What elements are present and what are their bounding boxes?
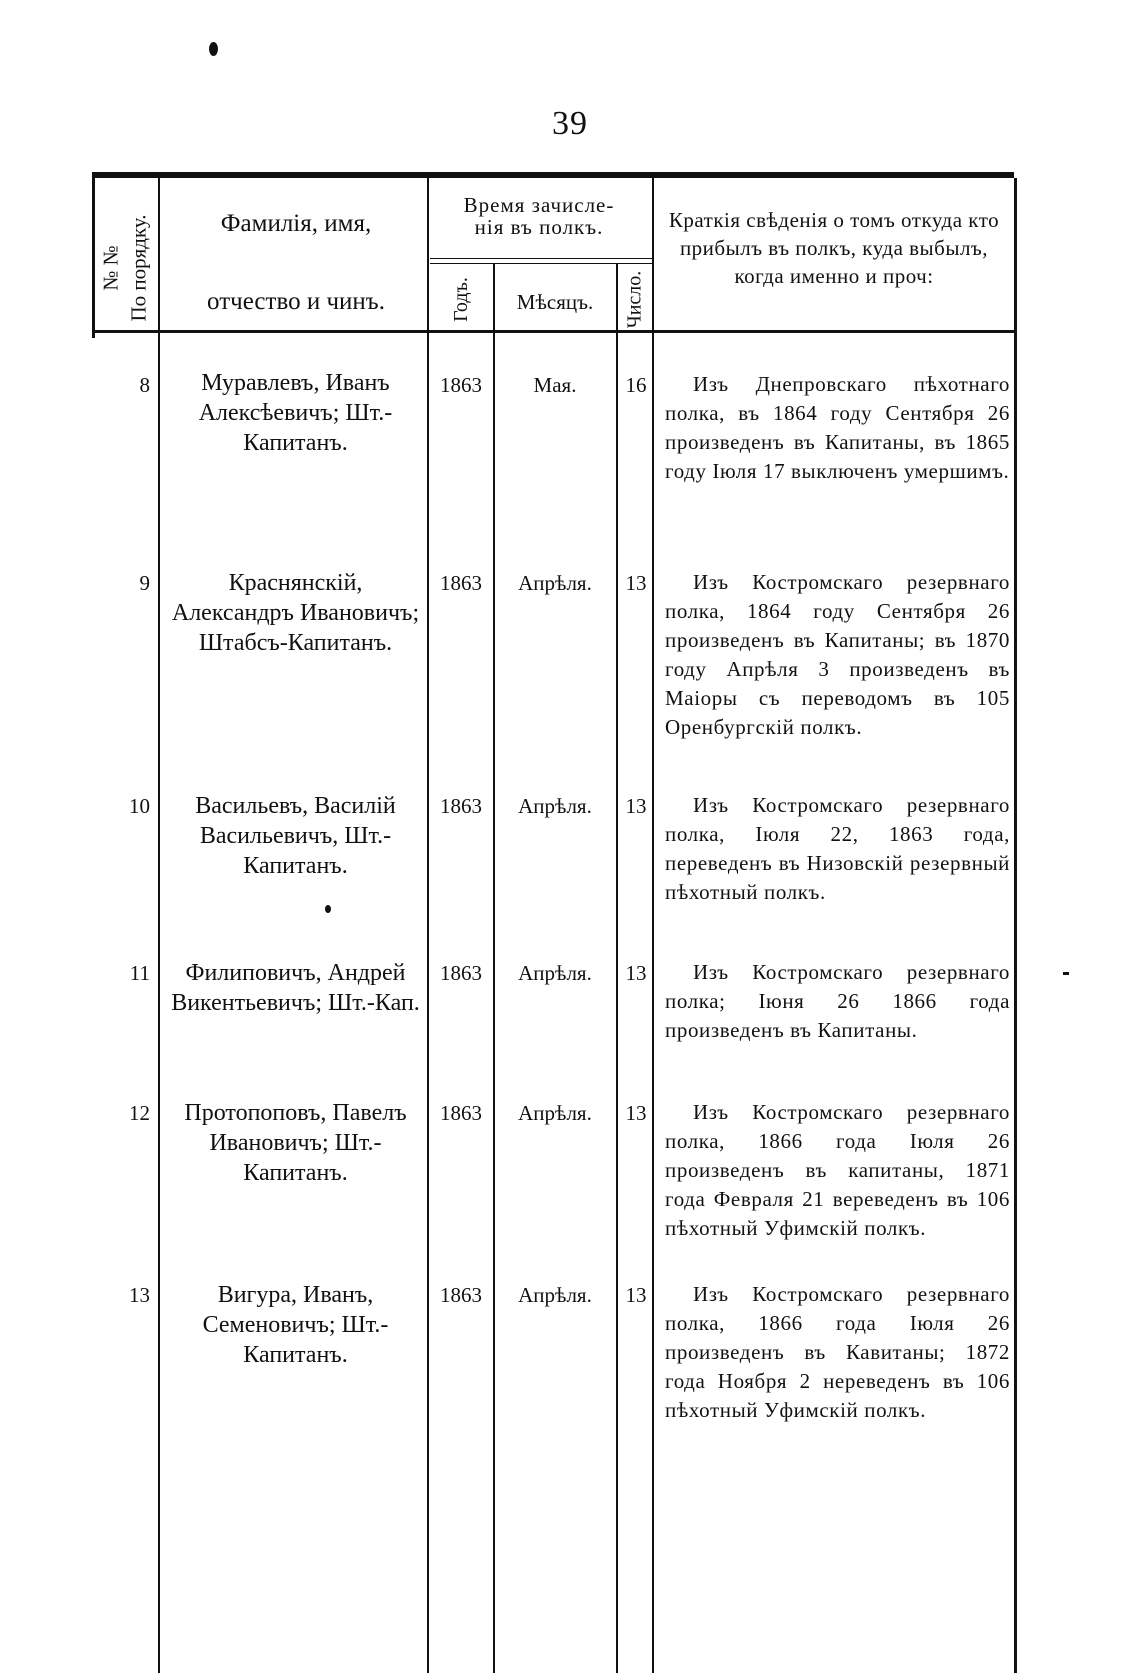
row-info: Изъ Днепровскаго пѣхотнаго полка, въ 1864 году Сентября 26 произведенъ въ Капитаны, въ 1865 году Іюля 17 выключенъ умершимъ.: [665, 372, 1010, 483]
header-number-column: [95, 185, 155, 350]
ink-mark: [1063, 972, 1069, 975]
header-number-label: № № По порядку.: [99, 213, 151, 322]
row-info: Изъ Костромскаго резервнаго полка; Іюня 26 1866 года произведенъ въ Капитаны.: [665, 960, 1010, 1042]
row-month: Апрѣля.: [518, 1283, 592, 1307]
row-year: 1863: [440, 1101, 482, 1125]
row-day: 16: [625, 373, 647, 397]
row-number: 13: [129, 1283, 150, 1307]
row-year: 1863: [440, 961, 482, 985]
table-right-border: [1014, 178, 1017, 1673]
row-year: 1863: [440, 571, 482, 595]
page-number: 39: [552, 105, 588, 142]
row-year: 1863: [440, 1283, 482, 1307]
row-name: Муравлевъ, Иванъ Алексѣевичъ; Шт.-Капитанъ.: [198, 370, 393, 456]
row-day: 13: [625, 961, 647, 985]
row-number: 12: [129, 1101, 150, 1125]
row-name: Филиповичъ, Андрей Викентьевичъ; Шт.-Кап.: [171, 960, 420, 1016]
row-info: Изъ Костромскаго резервнаго полка, 1866 года Іюля 26 произведенъ въ капитаны, 1871 года Февраля 21 вереведенъ въ 106 пѣхотный Уфимскій полкъ.: [665, 1100, 1010, 1240]
col-divider-day: [652, 178, 654, 1673]
row-year: 1863: [440, 794, 482, 818]
row-name: Протопоповъ, Павелъ Ивановичъ; Шт.-Капитанъ.: [184, 1100, 407, 1186]
row-month: Апрѣля.: [518, 571, 592, 595]
ink-dot: [325, 905, 331, 913]
col-divider-year: [493, 263, 495, 1673]
col-divider-no: [158, 178, 160, 1673]
header-enrollment-time: Время зачисле- нія въ полкъ.: [463, 193, 615, 239]
row-name: Краснянскій, Александръ Ивановичъ; Штабсъ-Капитанъ.: [171, 570, 420, 656]
row-number: 10: [129, 794, 150, 818]
row-day: 13: [625, 571, 647, 595]
row-month: Мая.: [533, 373, 577, 397]
table-top-rule: [92, 172, 1014, 178]
row-number: 8: [139, 373, 150, 397]
col-divider-name: [427, 178, 429, 1673]
time-subheader-rule: [430, 258, 652, 259]
col-divider-month: [616, 263, 618, 1673]
row-number: 9: [139, 571, 150, 595]
header-info-label: Краткія свѣденія о томъ откуда кто прибылъ въ полкъ, куда выбылъ, когда именно и проч:: [668, 208, 1000, 288]
time-subheader-rule-2: [430, 263, 652, 264]
row-day: 13: [625, 794, 647, 818]
row-month: Апрѣля.: [518, 1101, 592, 1125]
row-info: Изъ Костромскаго резервнаго полка, 1864 году Сентября 26 произведенъ въ Капитаны; въ 1870 году Апрѣля 3 произведенъ въ Маіоры съ переводомъ въ 105 Оренбургскій полкъ.: [665, 570, 1010, 739]
row-day: 13: [625, 1283, 647, 1307]
header-year-cell: [431, 266, 491, 332]
header-year-label: Годъ.: [449, 276, 472, 322]
header-month-label: Мѣсяцъ.: [516, 290, 594, 314]
header-bottom-rule: [92, 330, 1014, 333]
ink-dot-top: [209, 42, 218, 56]
header-name-bottom: отчество и чинъ.: [207, 288, 385, 315]
row-number: 11: [129, 961, 150, 985]
row-day: 13: [625, 1101, 647, 1125]
header-name-top: Фамилія, имя,: [220, 210, 372, 237]
row-info: Изъ Костромскаго резервнаго полка, 1866 года Іюля 26 произведенъ въ Кавитаны; 1872 года Ноября 2 нереведенъ въ 106 пѣхотный Уфимскій полкъ.: [665, 1282, 1010, 1422]
row-month: Апрѣля.: [518, 961, 592, 985]
row-name: Вигура, Иванъ, Семеновичъ; Шт.-Капитанъ.: [202, 1282, 389, 1368]
header-day-cell: [618, 266, 652, 332]
row-name: Васильевъ, Василій Васильевичъ, Шт.-Капитанъ.: [195, 793, 396, 879]
row-info: Изъ Костромскаго резервнаго полка, Іюля 22, 1863 года, переведенъ въ Низовскій резервный пѣхотный полкъ.: [665, 793, 1010, 904]
row-year: 1863: [440, 373, 482, 397]
header-day-label: Число.: [623, 270, 646, 328]
row-month: Апрѣля.: [518, 794, 592, 818]
